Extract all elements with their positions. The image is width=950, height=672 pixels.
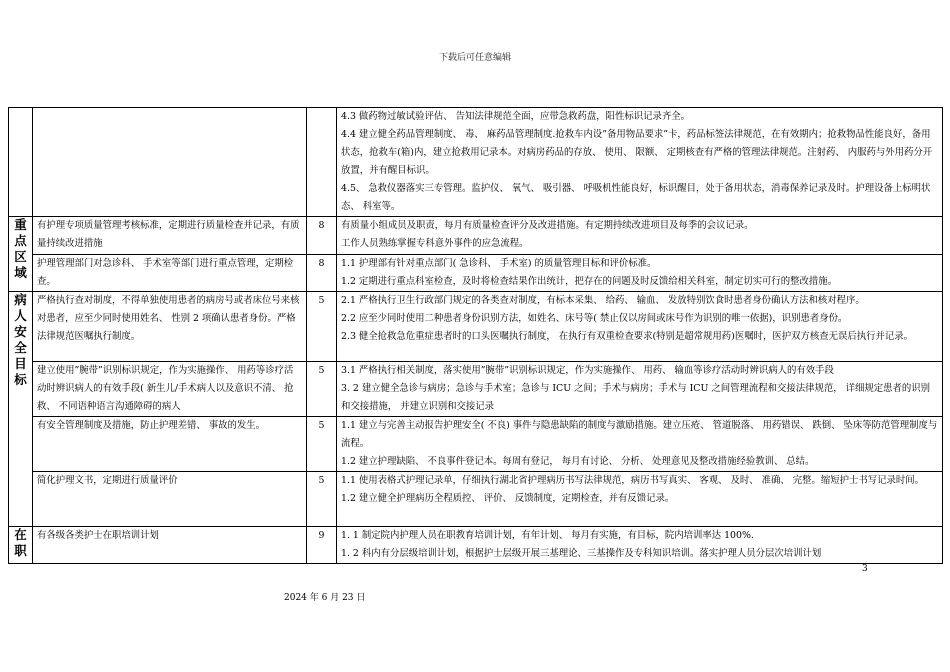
detail-line: 3. 2 建立健全急诊与病房；急诊与手术室；急诊与 ICU 之间；手术与病房；手术与 ICU 之间管理流程和交接法律规范， 详细规定患者的识别和交接措施， 并建立识别和交接记录 <box>341 383 930 412</box>
detail-line: 4.4 建立健全药品管理制度、 毒、 麻药品管理制度.抢救车内设”备用物品要求”卡，药品标签法律规范，在有效期内；抢救物品性能良好，备用状态，抢救车(箱)内，建立抢救用记录本。对病房药品的存放、 使用、 限额、 定期核查有严格的管理法律规范。注射药、 内服药与外用药分开放置，并有醒目标识。 <box>341 129 933 176</box>
header-note: 下载后可任意编辑 <box>438 53 511 63</box>
detail-cell <box>337 217 943 255</box>
detail-cell <box>337 527 943 564</box>
detail-line: 1.2 建立健全护理病历全程质控、 评价、 反馈制度，定期检查，并有反馈记录。 <box>341 493 675 504</box>
standard-cell: 严格执行查对制度，不得单独使用患者的病房号或者床位号来核对患者，应至少同时使用姓名、 性别 2 项确认患者身份。严格法律规范医嘱执行制度。 <box>33 292 307 362</box>
detail-line: 1. 2 科内有分层级培训计划，根据护士层级开展三基理论、三基操作及专科知识培训。落实护理人员分层次培训计划 <box>341 548 822 559</box>
score-cell: 5 <box>307 472 337 527</box>
standard-cell: 护理管理部门对急诊科、 手术室等部门进行重点管理，定期检查。 <box>33 255 307 292</box>
category-in-service: 在职 <box>9 527 33 564</box>
standard-cell: 有安全管理制度及措施，防止护理差错、 事故的发生。 <box>33 417 307 472</box>
footer-date: 2024 年 6 月 23 日 <box>284 593 366 603</box>
table-row <box>9 108 943 217</box>
detail-line: 2.1 严格执行卫生行政部门规定的各类查对制度，有标本采集、 给药、 输血、 发放特别饮食时患者身份确认方法和核对程序。 <box>341 295 865 306</box>
score-cell: 8 <box>307 255 337 292</box>
table-row <box>9 472 943 527</box>
detail-cell <box>337 292 943 362</box>
page-number: 3 <box>862 564 868 574</box>
score-cell: 9 <box>307 527 337 564</box>
detail-line: 1.2 定期进行重点科室检查，及时将检查结果作出统计，把存在的问题及时反馈给相关科室，制定切实可行的整改措施。 <box>341 276 838 287</box>
category-cell <box>9 108 33 217</box>
table-row <box>9 217 943 255</box>
score-cell: 5 <box>307 362 337 417</box>
standard-cell <box>33 108 307 217</box>
category-key-areas: 重点区域 <box>9 217 33 292</box>
quality-standards-table <box>8 107 943 564</box>
detail-line: 4.3 做药物过敏试验评估、 告知法律规范全面，应带急救药盘，阳性标识记录齐全。 <box>341 111 690 122</box>
detail-line: 4.5、 急救仪器落实三专管理。监护仪、 氧气、 吸引器、 呼吸机性能良好，标识醒目，处于备用状态，消毒保养记录及时。护理设备上标明状态、 科室等。 <box>341 183 931 212</box>
detail-line: 1.2 建立护理缺陷、 不良事件登记本。每周有登记， 每月有讨论、 分析、 处理意见及整改措施经验教训、 总结。 <box>341 456 815 467</box>
detail-cell <box>337 417 943 472</box>
score-cell <box>307 108 337 217</box>
table-row <box>9 255 943 292</box>
standard-cell: 有护理专项质量管理考核标准，定期进行质量检查并记录，有质量持续改进措施 <box>33 217 307 255</box>
detail-line: 有质量小组成员及职责，每月有质量检查评分及改进措施。有定期持续改进项目及每季的会议记录。 <box>341 220 754 231</box>
detail-line: 2.3 健全抢救急危重症患者时的口头医嘱执行制度， 在执行有双重检查要求(特别是超常规用药)医嘱时，医护双方核查无误后执行并记录。 <box>341 331 913 342</box>
detail-line: 1.1 建立与完善主动报告护理安全( 不良) 事件与隐患缺陷的制度与激励措施。建立压疮、 管道脱落、 用药错误、 跌倒、 坠床等防范管理制度与流程。 <box>341 420 938 449</box>
detail-cell <box>337 362 943 417</box>
detail-cell <box>337 255 943 292</box>
detail-line: 1.1 护理部有针对重点部门( 急诊科、 手术室) 的质量管理目标和评价标准。 <box>341 258 657 269</box>
detail-line: 工作人员熟练掌握专科意外事件的应急流程。 <box>341 238 529 249</box>
score-cell: 8 <box>307 217 337 255</box>
table-row <box>9 362 943 417</box>
score-cell: 5 <box>307 417 337 472</box>
detail-line: 1. 1 制定院内护理人员在职教育培训计划，有年计划、 每月有实施，有目标，院内培训率达 100%. <box>341 530 754 541</box>
standard-cell: 有各级各类护士在职培训计划 <box>33 527 307 564</box>
detail-cell <box>337 108 943 217</box>
detail-line: 2.2 应至少同时使用二种患者身份识别方法，如姓名、床号等( 禁止仅以房间或床号作为识别的唯一依据)，识别患者身份。 <box>341 313 848 324</box>
detail-line: 3.1 严格执行相关制度，落实使用”腕带”识别标识规定，作为实施操作、 用药、 输血等诊疗活动时辨识病人的有效手段 <box>341 365 834 376</box>
standard-cell: 简化护理文书，定期进行质量评价 <box>33 472 307 527</box>
detail-cell <box>337 472 943 527</box>
table-row <box>9 527 943 564</box>
detail-line: 1.1 使用表格式护理记录单，仔细执行湖北省护理病历书写法律规范，病历书写真实、 客观、 及时、 准确、 完整。缩短护士书写记录时间。 <box>341 475 924 486</box>
standard-cell: 建立使用”腕带”识别标识规定，作为实施操作、 用药等诊疗活动时辨识病人的有效手段( 新生儿/手术病人以及意识不清、 抢救、 不同语种语言沟通障碍的病人 <box>33 362 307 417</box>
score-cell: 5 <box>307 292 337 362</box>
table-row <box>9 417 943 472</box>
table-row <box>9 292 943 362</box>
category-patient-safety: 病人安全目标 <box>9 292 33 527</box>
